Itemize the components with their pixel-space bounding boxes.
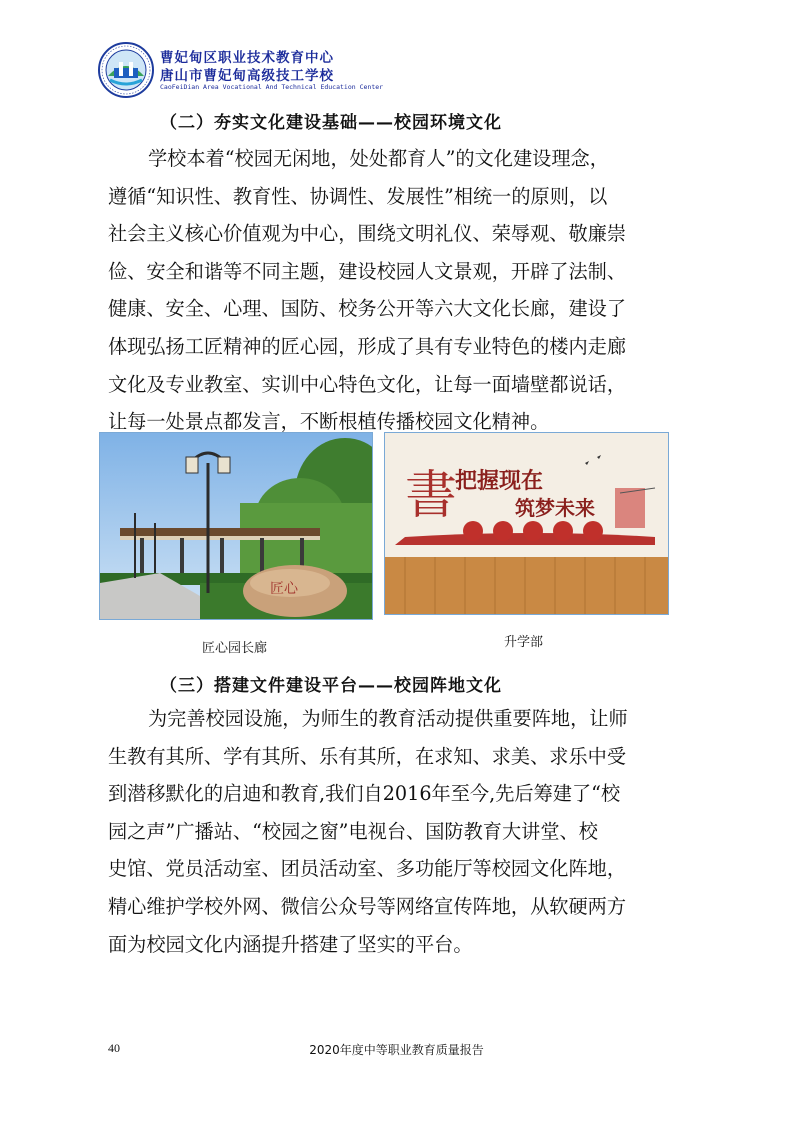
text-line: 精心维护学校外网、微信公众号等网络宣传阵地，从软硬两方 [108,894,627,918]
school-emblem-icon [98,42,154,98]
text-line: 史馆、党员活动室、团员活动室、多功能厅等校园文化阵地， [108,857,627,881]
text-line: 遵循“知识性、教育性、协调性、发展性”相统一的原则，以 [108,184,608,208]
text-line: 面为校园文化内涵提升搭建了坚实的平台。 [108,932,473,956]
photo-caption-right: 升学部 [504,635,544,650]
text-line: 为完善校园设施，为师生的教育活动提供重要阵地，让师 [148,707,628,730]
wall-slogan-1: 把握现在 [455,468,544,494]
section2-paragraph [108,140,688,441]
text-line: 让每一处景点都发言，不断根植传播校园文化精神。 [108,410,550,434]
text-line: 社会主义核心价值观为中心，围绕文明礼仪、荣辱观、敬廉崇 [108,222,627,246]
photo-admissions-department [384,432,669,615]
text-line: 生教有其所、学有其所、乐有其所，在求知、求美、求乐中受 [108,744,627,768]
org-name-line2: 唐山市曹妃甸高级技工学校 [160,68,334,84]
section2-heading: （二）夯实文化建设基础——校园环境文化 [160,113,502,133]
text-line: 文化及专业教室、实训中心特色文化，让每一面墙壁都说话， [108,372,627,396]
rock-inscription: 匠心 [270,581,298,597]
wall-calligraphy: 書 [405,466,458,526]
wall-slogan-2: 筑梦未来 [515,496,595,520]
text-line: 健康、安全、心理、国防、校务公开等六大文化长廊，建设了 [108,297,627,321]
section3-heading: （三）搭建文件建设平台——校园阵地文化 [160,676,502,696]
text-line: 学校本着“校园无闲地，处处都育人”的文化建设理念， [148,147,609,170]
photo-caption-left: 匠心园长廊 [202,641,268,656]
footer-report-title: 2020年度中等职业教育质量报告 [309,1043,484,1057]
page-header [98,42,698,98]
photo-craftsman-garden [99,432,373,620]
org-name-line1: 曹妃甸区职业技术教育中心 [160,50,334,66]
text-line: 园之声”广播站、“校园之窗”电视台、国防教育大讲堂、校 [108,819,598,843]
section3-paragraph [108,700,688,963]
text-line: 到潜移默化的启迪和教育,我们自2016年至今,先后筹建了“校 [108,782,621,806]
text-line: 体现弘扬工匠精神的匠心园，形成了具有专业特色的楼内走廊 [108,334,627,358]
org-name-english: CaoFeiDian Area Vocational And Technical Education Center [160,83,384,91]
text-line: 俭、安全和谐等不同主题，建设校园人文景观，开辟了法制、 [108,259,627,283]
page-number: 40 [108,1041,120,1055]
